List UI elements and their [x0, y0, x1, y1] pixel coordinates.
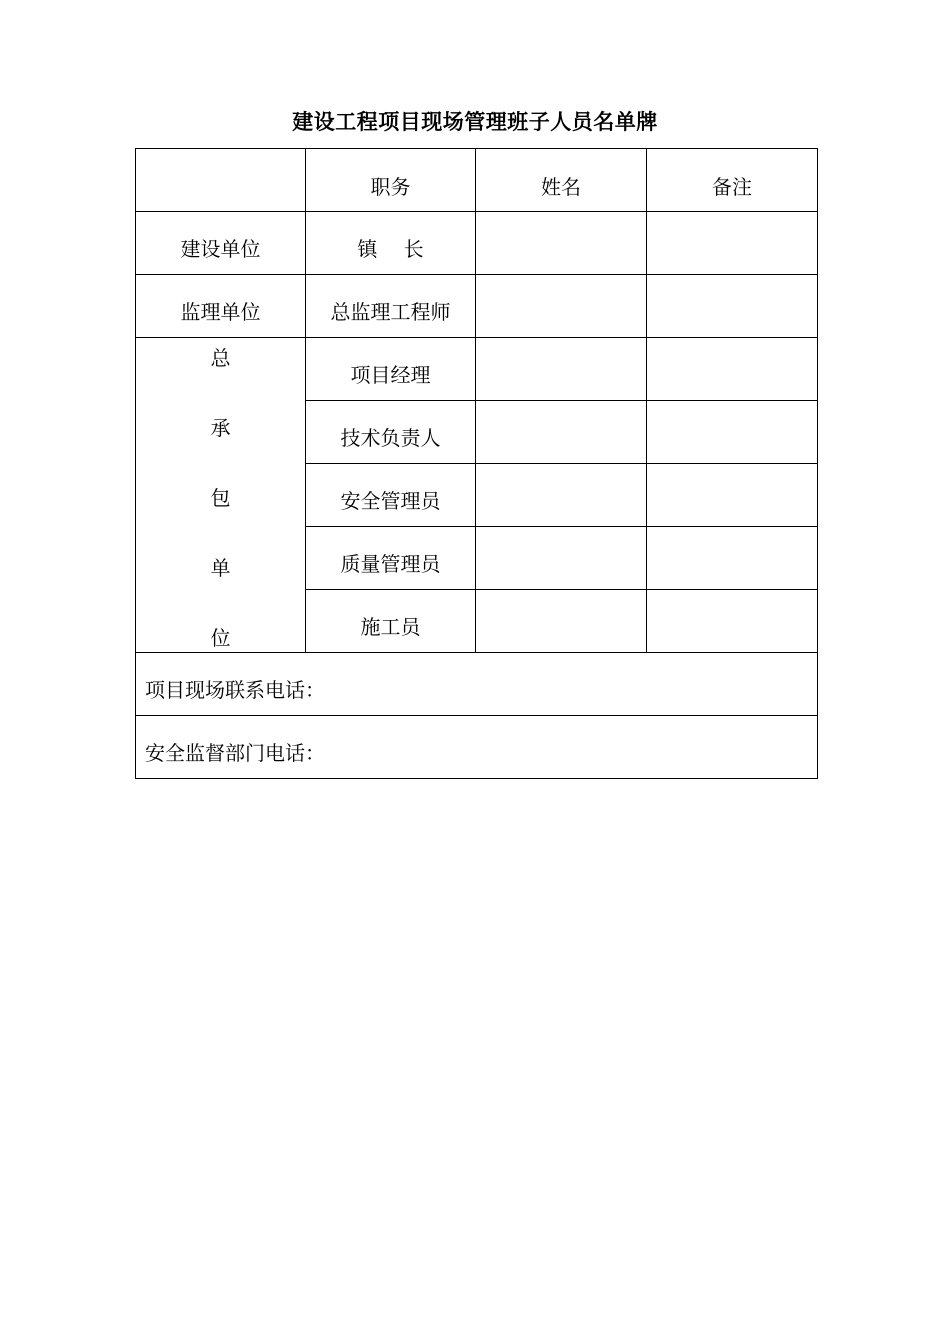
- remark-cell[interactable]: [647, 401, 818, 464]
- site-phone-row: [136, 653, 818, 716]
- position-cell: 施工员: [306, 590, 476, 653]
- unit-char: 包: [210, 486, 231, 510]
- remark-cell[interactable]: [647, 338, 818, 401]
- name-cell[interactable]: [476, 464, 647, 527]
- table-header-row: [136, 149, 818, 212]
- table-row: [136, 212, 818, 275]
- remark-cell[interactable]: [647, 275, 818, 338]
- position-cell: 技术负责人: [306, 401, 476, 464]
- position-cell: 质量管理员: [306, 527, 476, 590]
- unit-cell: 建设单位: [136, 212, 306, 275]
- remark-cell[interactable]: [647, 212, 818, 275]
- remark-cell[interactable]: [647, 464, 818, 527]
- position-cell: 项目经理: [306, 338, 476, 401]
- unit-char: 单: [210, 556, 231, 580]
- name-cell[interactable]: [476, 338, 647, 401]
- header-name-cell: 姓名: [476, 149, 647, 212]
- name-cell[interactable]: [476, 590, 647, 653]
- position-cell: 安全管理员: [306, 464, 476, 527]
- site-phone-cell[interactable]: 项目现场联系电话：: [136, 653, 818, 716]
- position-cell: [306, 212, 476, 275]
- remark-cell[interactable]: [647, 527, 818, 590]
- name-cell[interactable]: [476, 212, 647, 275]
- personnel-table: [135, 148, 818, 779]
- unit-cell: 监理单位: [136, 275, 306, 338]
- contractor-unit-cell: [136, 338, 306, 653]
- page-title: 建设工程项目现场管理班子人员名单牌: [292, 109, 658, 134]
- name-cell[interactable]: [476, 527, 647, 590]
- contractor-unit-label: [136, 342, 305, 648]
- table-row: [136, 338, 818, 401]
- position-cell: 总监理工程师: [306, 275, 476, 338]
- unit-char: 总: [210, 346, 231, 370]
- header-unit-cell: [136, 149, 306, 212]
- unit-char: 承: [210, 416, 231, 440]
- header-remark-cell: 备注: [647, 149, 818, 212]
- safety-phone-cell[interactable]: 安全监督部门电话：: [136, 716, 818, 779]
- table-row: [136, 275, 818, 338]
- remark-cell[interactable]: [647, 590, 818, 653]
- safety-phone-row: [136, 716, 818, 779]
- name-cell[interactable]: [476, 275, 647, 338]
- unit-char: 位: [210, 626, 231, 650]
- name-cell[interactable]: [476, 401, 647, 464]
- position-label: 镇 长: [357, 236, 424, 261]
- header-position-cell: 职务: [306, 149, 476, 212]
